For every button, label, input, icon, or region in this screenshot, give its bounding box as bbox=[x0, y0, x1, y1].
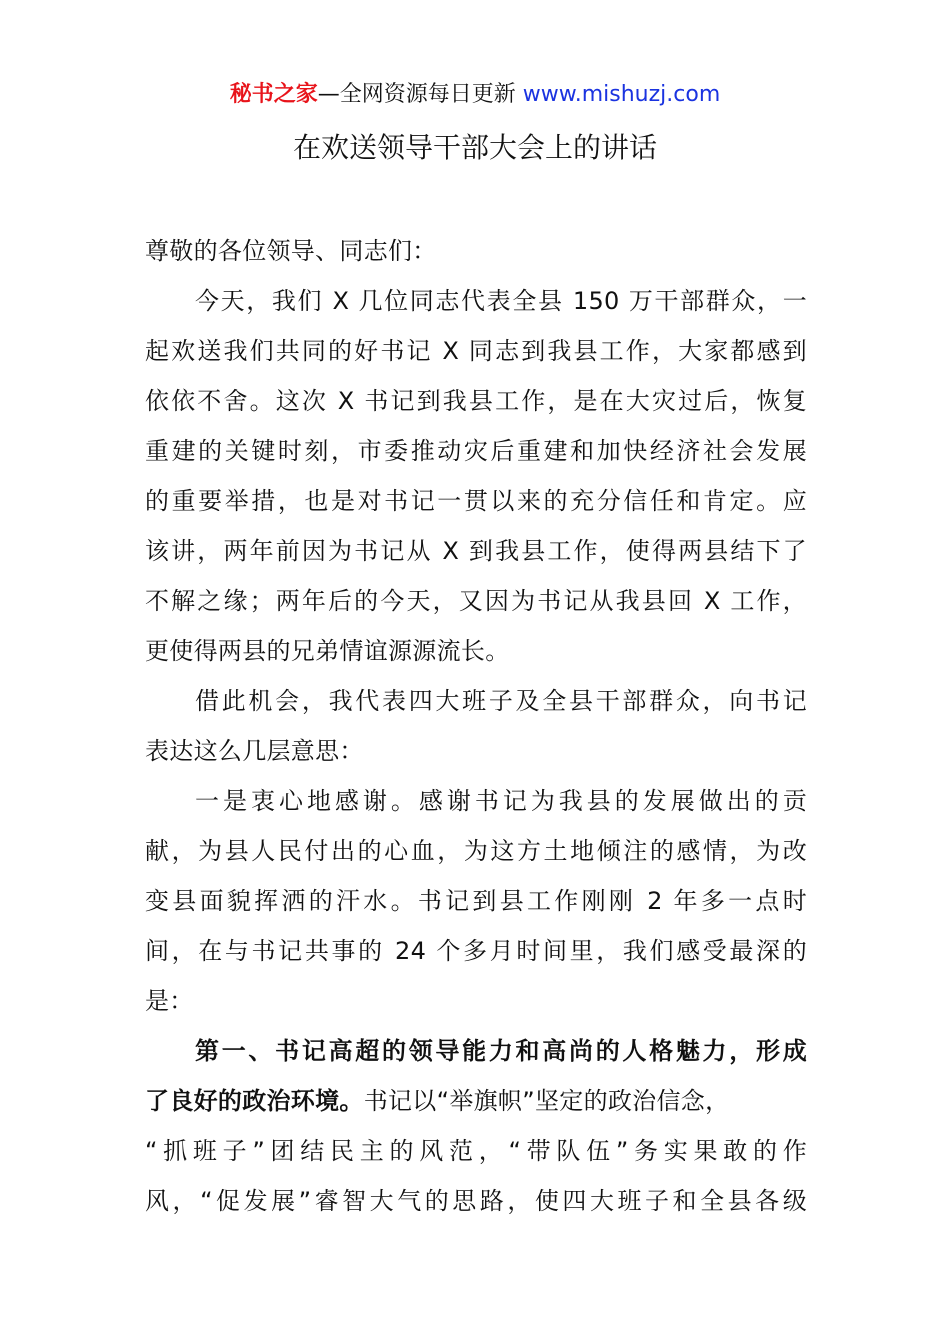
paragraph-line-mixed bbox=[145, 1076, 807, 1126]
site-name: 秘书之家 bbox=[229, 82, 318, 107]
paragraph-line: 更使得两县的兄弟情谊源源流长。 bbox=[145, 637, 510, 665]
paragraph-line: 一是衷心地感谢。感谢书记为我县的发展做出的贡 bbox=[195, 787, 807, 815]
paragraph-line: 表达这么几层意思： bbox=[145, 737, 364, 765]
paragraph-line: 是： bbox=[145, 987, 194, 1015]
bold-heading-tail: 了良好的政治环境。 bbox=[145, 1087, 364, 1115]
paragraph-line: 起欢送我们共同的好书记 X 同志到我县工作，大家都感到 bbox=[145, 337, 807, 365]
paragraph-line: 间，在与书记共事的 24 个多月时间里，我们感受最深的 bbox=[145, 937, 807, 965]
paragraph-line: 献，为县人民付出的心血，为这方土地倾注的感情，为改 bbox=[145, 837, 807, 865]
site-url-link[interactable]: www.mishuzj.com bbox=[522, 82, 721, 107]
document-body bbox=[145, 226, 807, 1226]
document-title: 在欢送领导干部大会上的讲话 bbox=[292, 131, 657, 164]
paragraph-line: 依依不舍。这次 X 书记到我县工作，是在大灾过后，恢复 bbox=[145, 387, 807, 415]
paragraph-line: 不解之缘；两年后的今天，又因为书记从我县回 X 工作， bbox=[145, 587, 807, 615]
paragraph-line: 变县面貌挥洒的汗水。书记到县工作刚刚 2 年多一点时 bbox=[145, 887, 807, 915]
paragraph-line: 借此机会，我代表四大班子及全县干部群众，向书记 bbox=[195, 687, 807, 715]
paragraph-line: 的重要举措，也是对书记一贯以来的充分信任和肯定。应 bbox=[145, 487, 807, 515]
bold-heading-line: 第一、书记高超的领导能力和高尚的人格魅力，形成 bbox=[195, 1037, 807, 1065]
paragraph-line: 今天，我们 X 几位同志代表全县 150 万干部群众，一 bbox=[195, 287, 807, 315]
paragraph-line: 风，“促发展”睿智大气的思路，使四大班子和全县各级 bbox=[145, 1187, 807, 1215]
paragraph-line: “抓班子”团结民主的风范，“带队伍”务实果敢的作 bbox=[145, 1137, 807, 1165]
paragraph-line: 该讲，两年前因为书记从 X 到我县工作，使得两县结下了 bbox=[145, 537, 807, 565]
salutation-line: 尊敬的各位领导、同志们： bbox=[145, 237, 437, 265]
site-header bbox=[0, 80, 950, 110]
paragraph-text: 书记以“举旗帜”坚定的政治信念， bbox=[363, 1087, 730, 1115]
paragraph-line: 重建的关键时刻，市委推动灾后重建和加快经济社会发展 bbox=[145, 437, 807, 465]
site-tagline: —全网资源每日更新 bbox=[317, 82, 523, 107]
